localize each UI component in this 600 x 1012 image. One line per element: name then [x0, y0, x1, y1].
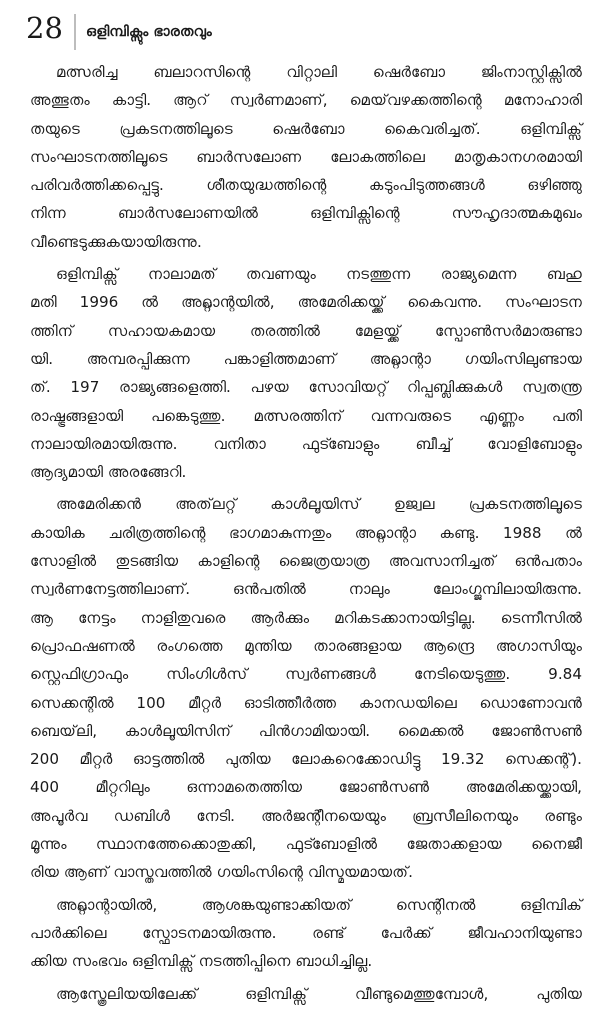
text-line: രാഷ്ട്രങ്ങളായി പങ്കെടുത്തു. മത്സരത്തിന് വന്നവരുടെ എണ്ണം പതി — [30, 406, 582, 425]
text-line: മൂന്നും സ്ഥാനത്തേക്കൊതുക്കി, ഫുട്ബോളിൽ ജേതാക്കളായ നൈജീ — [30, 835, 582, 854]
text-line: അറ്റ്ലാന്റായിൽ, ആശങ്കയുണ്ടാക്കിയത് സെന്റിനൽ ഒളിമ്പിക് — [56, 895, 582, 914]
page-header — [26, 8, 586, 54]
text-line: വീണ്ടെടുക്കുകയായിരുന്നു. — [30, 232, 202, 251]
text-line: 200 മീറ്റർ ഓട്ടത്തിൽ പുതിയ ലോകറെക്കോഡിട്ടു 19.32 സെക്കന്റ്). — [30, 750, 582, 769]
text-line: സ്റ്റെഫിഗ്രാഫും സിംഗിൾസ് സ്വർണങ്ങൾ നേടിയെടുത്തു. 9.84 — [30, 665, 582, 684]
text-line: പരിവർത്തിക്കപ്പെട്ടു. ശീതയുദ്ധത്തിന്റെ കടുംപിടുത്തങ്ങൾ ഒഴിഞ്ഞു — [30, 176, 582, 195]
text-line: അപൂർവ ഡബിൾ നേടി. അർജന്റീനയെയും ബ്രസീലിനെയും രണ്ടും — [30, 806, 582, 825]
text-line: കായിക ചരിത്രത്തിന്റെ ഭാഗമാകുന്നതും അറ്റ്ലാന്റാ കണ്ടു. 1988 ൽ — [30, 523, 582, 542]
text-line: ബെയ്‌ലി, കാൾലൂയിസിന് പിൻഗാമിയായി. മൈക്കൽ ജോൺസൺ — [30, 721, 582, 740]
page-number: 28 — [26, 11, 63, 45]
running-title: ഒളിമ്പിക്സും ഭാരതവും — [86, 24, 212, 40]
text-line: സ്വർണനേട്ടത്തിലാണ്. ഒൻപതിൽ നാലും ലോംഗ്ജമ്പിലായിരുന്നു. — [30, 580, 582, 599]
text-line: സോളിൽ തുടങ്ങിയ കാളിന്റെ ജൈത്രയാത്ര അവസാനിച്ചത് ഒൻപതാം — [30, 552, 582, 571]
paragraph — [30, 891, 582, 976]
text-line: പ്രൊഫഷണൽ രംഗത്തെ മുന്തിയ താരങ്ങളായ ആന്ദ്രെ അഗാസിയും — [30, 636, 582, 655]
body-text — [30, 58, 582, 1012]
text-line: ആസ്ത്രേലിയയിലേക്ക് ഒളിമ്പിക്സ് വീണ്ടുമെത്തുമ്പോൾ, പുതിയ — [56, 984, 582, 1003]
text-line: മത്സരിച്ച ബലാറസിന്റെ വിറ്റാലി ഷെർബോ ജിംനാസ്റ്റിക്സിൽ — [56, 63, 582, 81]
text-line: അത്ഭുതം കാട്ടി. ആറ് സ്വർണമാണ്, മെയ്‌വഴക്കത്തിന്റെ മനോഹാരി — [30, 91, 582, 110]
paragraph — [30, 490, 582, 886]
text-line: മതി 1996 ൽ അറ്റ്ലാന്റയിൽ, അമേരിക്കയ്ക്ക് കൈവന്നു. സംഘാടന — [30, 293, 582, 312]
paragraph — [30, 58, 582, 256]
text-line: ആ നേട്ടം നാളിതുവരെ ആർക്കും മറികടക്കാനായിട്ടില്ല. ടെന്നീസിൽ — [30, 608, 582, 627]
text-line: ത്തിന് സഹായകമായ തരത്തിൽ മേളയ്ക്ക് സ്പോൺസർമാരുണ്ടാ — [30, 321, 582, 340]
paragraph — [30, 980, 582, 1008]
text-line: 400 മീറ്ററിലും ഒന്നാമതെത്തിയ ജോൺസൺ അമേരിക്കയ്ക്കായി, — [30, 778, 582, 797]
text-line: പാർക്കിലെ സ്ഫോടനമായിരുന്നു. രണ്ട് പേർക്ക് ജീവഹാനിയുണ്ടാ — [30, 923, 582, 942]
text-line: യി. അമ്പരപ്പിക്കുന്ന പങ്കാളിത്തമാണ് അറ്റ്ലാന്റാ ഗയിംസിലുണ്ടായ — [30, 349, 582, 368]
text-line: ആദ്യമായി അരങ്ങേറി. — [30, 463, 187, 482]
text-line: ക്കിയ സംഭവം ഒളിമ്പിക്സ് നടത്തിപ്പിനെ ബാധിച്ചില്ല. — [30, 952, 373, 971]
paragraph — [30, 260, 582, 486]
text-line: രിയ ആണ് വാസ്തവത്തിൽ ഗയിംസിന്റെ വിസ്മയമായത്. — [30, 863, 413, 882]
text-line: ത്. 197 രാജ്യങ്ങളെത്തി. പഴയ സോവിയറ്റ് റിപ്പബ്ലിക്കുകൾ സ്വതന്ത്ര — [30, 378, 582, 397]
text-line: അമേരിക്കൻ അത്‌ലറ്റ് കാൾലൂയിസ് ഉജ്വല പ്രകടനത്തിലൂടെ — [56, 495, 582, 514]
text-line: തയുടെ പ്രകടനത്തിലൂടെ ഷെർബോ കൈവരിച്ചത്. ഒളിമ്പിക്സ് — [30, 119, 582, 138]
text-line: നിന്ന ബാർസലോണയിൽ ഒളിമ്പിക്സിന്റെ സൗഹൃദാത്മകമുഖം — [30, 204, 582, 223]
text-line: ഒളിമ്പിക്സ് നാലാമത് തവണയും നടത്തുന്ന രാജ്യമെന്ന ബഹു — [56, 265, 582, 284]
text-line: സെക്കന്റിൽ 100 മീറ്റർ ഓടിത്തീർത്ത കാനഡയിലെ ഡൊണോവൻ — [30, 693, 582, 712]
text-line: നാലായിരമായിരുന്നു. വനിതാ ഫുട്ബോളും ബീച്ച് വോളിബോളും — [30, 434, 582, 453]
text-line: സംഘാടനത്തിലൂടെ ബാർസലോണ ലോകത്തിലെ മാതൃകാനഗരമായി — [30, 147, 582, 166]
header-divider — [74, 14, 76, 50]
